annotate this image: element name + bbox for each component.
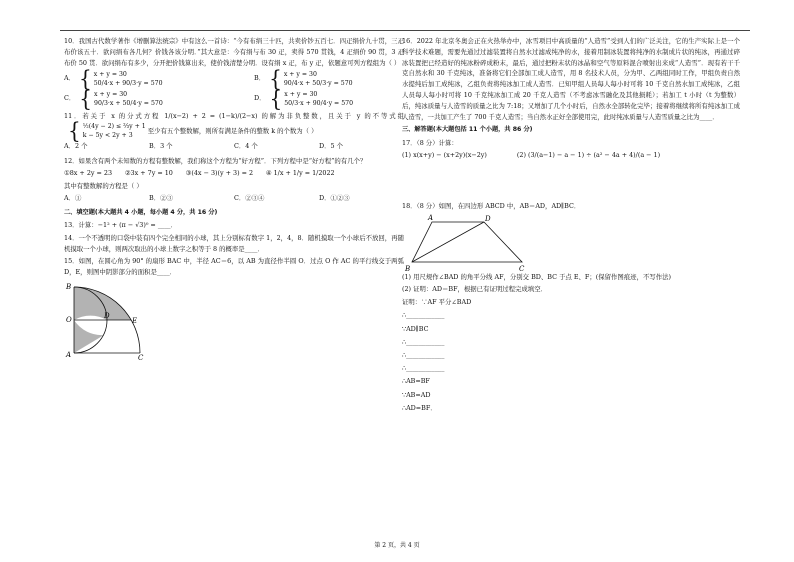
q11-sys-line2: k − 5y < 2y + 3 [82,131,133,139]
brace-icon: { [79,65,92,93]
label-a: A [428,213,434,222]
proof-line: ∴AD=BF． [402,403,437,412]
proof-line: 证明：∵AF 平分∠BAD [402,298,472,307]
q17-parts [402,150,740,161]
label-o: O [66,315,72,324]
q10-a-line1: x + y = 30 [93,70,127,78]
q12-option-c: C．②③④ [234,193,265,202]
q16-text: 16．2022 年北京冬奥会正在火热举办中，冰雪项目中高质量的“人造雪”受到人们的广泛关注，它的生产实际上是一个科学技术难题，需要先通过过滤装置将自然水过滤成纯净的水，接着用制冰装置将纯净的水制成片状的纯冰，再通过碎冰装置把已经造好的纯冰粉碎成粉末，最后，通过把粉末状的冰晶和空气等原料混合喷射出来成“人造雪”．现有若干千克自然水和 30 千克纯冰，准备将它们全部加工成人造雪，用 8 名技术人员，分为甲、乙两组同时工作，甲组负责自然水提纯后加工成纯冰，乙组负责将纯冰加工成人造雪．已知甲组人员每人每小时可将 10 千克自然水加工成纯冰，乙组人员每人每小时可将 10 千克纯冰加工成 20 千克人造雪（不考虑冰雪融化及其他损耗）；若加工 t 小时（t 为整数）后，纯冰质量与人造雪的质量之比为 7:18；又增加了几个小时后，自然水全部转化完毕；接着将继续将所有纯冰加工成人造雪，一共加工产生了 700 千克人造雪；当自然水正好全部使用完，此时纯冰质量与人造雪质量之比为____． [402,37,740,121]
brace-icon: { [68,117,81,144]
q11-text [64,111,404,144]
q18-proof [402,296,740,415]
q11-option-d: D．5 个 [319,142,344,151]
proof-line: ∴AB=BF [402,377,430,386]
q10-a-line2: 50/4·x + 90/3·y = 570 [93,79,163,87]
q10-a-lines [94,70,163,88]
q12-note: 其中有整数解的方程是（ ） [64,181,143,190]
q10-d-line1: x + y = 30 [284,90,318,98]
brace-icon: { [79,85,93,113]
q15-figure [64,279,174,361]
proof-line: ∵AD∥BC [402,324,429,333]
label-d: D [485,214,491,223]
proof-line: ∴____________ [402,311,445,320]
section-2-heading: 二、填空题(本大题共 4 小题，每小题 4 分，共 16 分) [64,208,218,216]
proof-line: ∴____________ [402,364,445,373]
shaded-region-lower [74,320,104,353]
q14-text: 14．一个不透明的口袋中装有四个完全相同的小球，其上分别标有数字 1，2，4，8．随机摸取一个小球后不放回，再随机摸取一个小球，则两次取出的小球上数字之积等于 8 的概率是____． [64,233,404,253]
q11-post: 至少有五个整数解，则所有满足条件的整数 k 的个数为（ ） [147,126,318,135]
q11-pre: 11．若关于 x 的分式方程 [64,111,161,120]
q10-d-line2: 50/3·x + 90/4·y = 570 [284,99,354,107]
section-3-heading: 三、解答题(本大题包括 11 个小题，共 86 分) [402,126,533,134]
q15-text: 15．如图，在圆心角为 90° 的扇形 BAC 中，半径 AC＝6，以 AB 为直径作半圆 O．过点 O 作 AC 的平行线交于两弧 D，E，则图中阴影部分的面积是____． [64,256,404,276]
q10-option-d [254,85,404,113]
q11-option-b: B．3 个 [149,142,173,151]
q10-b-line2: 90/4·x + 50/3·y = 570 [283,79,353,87]
q17-answer-space [402,163,740,201]
top-rule [60,30,750,31]
page-footer: 第 2 页，共 4 页 [374,542,420,549]
diagonal-bd [412,222,484,262]
q11-system [68,117,146,144]
q10-options-ab [64,65,404,93]
brace-icon: { [269,65,282,93]
q10-c-lines [94,90,163,108]
q10-c-line2: 90/3·x + 50/4·y = 570 [94,99,163,107]
q10-b-lines [284,70,353,88]
right-column [402,36,740,415]
q10-c-line1: x + y = 30 [94,90,128,98]
q11-sys-line1: ½(4y − 2) ≤ ⅔y + 1 [82,122,146,130]
q12-equations: ①8x + 2y = 23 ②3x + 7y = 10 ③(4x − 3)(y + 3) = 2 ④ 1/x + 1/y = 1/2022 [64,169,335,178]
label-a: A [66,350,72,359]
proof-line: ∴____________ [402,350,445,359]
brace-icon: { [269,85,283,113]
q17-head: 17．（8 分）计算： [402,139,458,148]
label-b: B [405,264,411,272]
label-c: C [138,353,144,361]
q10-system-d [269,85,354,113]
proof-line: ∴____________ [402,337,445,346]
q17-part1: (1) x(x+y) − (x+2y)(x−2y) [402,151,487,160]
q18-figure [402,214,532,272]
label-e: E [132,316,138,325]
q10-system-c [79,85,163,113]
q18-head: 18．（8 分）如图，在四边形 ABCD 中，AB＝AD，AD∥BC． [402,202,581,211]
q10-label-c: C． [64,94,76,103]
q10-label-a: A． [64,74,76,83]
q18-step1: (1) 用尺规作∠BAD 的角平分线 AF，分别交 BD、BC 于点 E、F；(保留作图痕迹，不写作法) [402,272,672,281]
q12-options [64,193,404,204]
q12-option-a: A．① [64,193,82,202]
q10-label-d: D． [254,94,266,103]
label-c: C [519,264,525,272]
q11-mid: 的解为非负整数，且关于 y 的不等式组 [261,111,404,120]
q10-text: 10．我国古代数学著作《增删算法统宗》中有这么一首诗：“今有布绢三十匹，共卖价钞五百七．四疋绢价九十贯，三疋布价该五十．欲问绢布各几何？价钱各该分明．”其大意是：今有绢与布 30 疋，卖得 570 贯钱，4 疋绢价 90 贯，3 疋布价 50 贯．欲问绢布有多少，分开把价钱算出来，使价钱清楚分明．设有绢 x 疋，布 y 疋，依题意可列方程组为（ ） [64,37,404,67]
q11-option-a: A．2 个 [64,142,88,151]
q10-d-lines [284,90,353,108]
q11-system-lines [83,122,146,140]
q12-option-b: B．②③ [149,193,173,202]
q17-part2: (2) (3/(a−1) − a − 1) ÷ (a² − 4a + 4)/(a − 1) [516,151,661,160]
proof-line: ∵AB=AD [402,390,431,399]
quadrilateral-abcd [412,222,522,262]
q10-label-b: B． [254,74,266,83]
q11-equation: 1/(x−2) + 2 = (1−k)/(2−x) [164,111,258,120]
q10-options-cd [64,85,404,113]
label-d: D [104,311,110,320]
q18-step2: (2) 证明：AD＝BF，根据已有证明过程完成填空． [402,284,547,293]
q13-text: 13．计算：−1² + (π − √3)⁰ = ____． [64,221,177,230]
q11-options [64,141,404,152]
q10-b-line1: x + y = 30 [283,70,317,78]
left-column [64,36,404,361]
q11-option-c: C．4 个 [234,142,258,151]
label-b: B [66,282,72,291]
q10-option-c [64,85,214,113]
q12-option-d: D．①②③ [319,193,350,202]
q12-text: 12．如果含有两个未知数的方程有整数解，我们称这个方程为“好方程”．下列方程中是“好方程”的有几个？ [64,156,367,165]
